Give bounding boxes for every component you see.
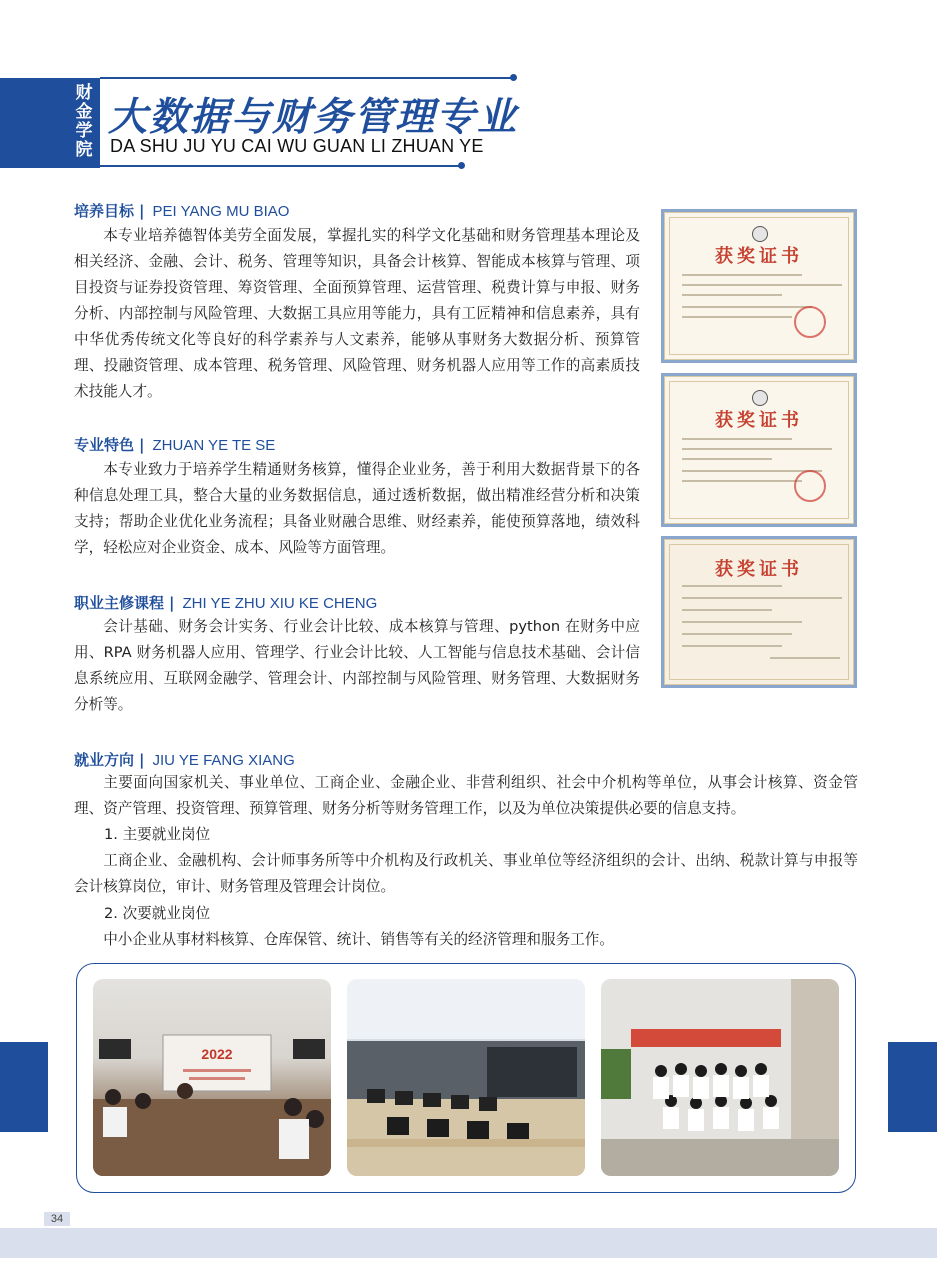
header-divider-dot-top — [510, 74, 517, 81]
section-heading-career — [74, 749, 295, 770]
footer-strip — [0, 1228, 937, 1258]
section-heading-pinyin: ZHI YE ZHU XIU KE CHENG — [182, 595, 378, 612]
feature-paragraph: 本专业致力于培养学生精通财务核算，懂得企业业务，善于利用大数据背景下的各种信息处理工具，整合大量的业务数据信息，通过透析数据，做出精准经营分析和决策支持；帮助企业优化业务流程；具备业财融合思维、财经素养，能使预算落地，绩效科学，轻松应对企业资金、成本、风险等方面管理。 — [74, 461, 640, 556]
heading-separator: | — [139, 751, 145, 769]
section-heading-goal — [74, 200, 289, 221]
emblem-icon — [752, 390, 768, 406]
section-heading-zh: 培养目标 — [74, 202, 135, 220]
section-heading-pinyin: JIU YE FANG XIANG — [152, 752, 295, 769]
computer-lab-photo — [347, 979, 585, 1176]
decor-band-right — [888, 1042, 937, 1132]
header-divider-bottom — [100, 165, 462, 167]
award-certificate-image — [661, 209, 857, 363]
secondary-jobs-label: 2. 次要就业岗位 — [104, 905, 211, 922]
page-title: 大数据与财务管理专业 — [108, 95, 519, 140]
group-photo — [601, 979, 839, 1176]
certificate-title: 获奖证书 — [715, 410, 803, 431]
heading-separator: | — [169, 594, 175, 612]
decor-band-left — [0, 1042, 48, 1132]
header-divider-top — [100, 77, 513, 79]
page-number: 34 — [44, 1212, 70, 1226]
primary-jobs-paragraph: 工商企业、金融机构、会计师事务所等中介机构及行政机关、事业单位等经济组织的会计、出纳、税款计算与申报等会计核算岗位，审计、财务管理及管理会计岗位。 — [74, 852, 858, 895]
award-certificate-image — [661, 536, 857, 688]
header-divider-dot-bottom — [458, 162, 465, 169]
heading-separator: | — [139, 436, 145, 454]
classroom-photo — [93, 979, 331, 1176]
section-heading-pinyin: ZHUAN YE TE SE — [152, 437, 276, 454]
seal-icon — [794, 470, 826, 502]
screen-year-text: 2022 — [201, 1046, 233, 1062]
section-heading-zh: 就业方向 — [74, 751, 135, 769]
section-heading-feature — [74, 434, 275, 455]
courses-paragraph: 会计基础、财务会计实务、行业会计比较、成本核算与管理、python 在财务中应用、RPA 财务机器人应用、管理学、行业会计比较、人工智能与信息技术基础、会计信息系统应用、互联网金融学、管理会计、内部控制与风险管理、财务管理、大数据财务分析等。 — [74, 618, 640, 713]
section-heading-courses — [74, 592, 377, 613]
certificate-title: 获奖证书 — [715, 246, 803, 267]
seal-icon — [794, 306, 826, 338]
section-heading-zh: 专业特色 — [74, 436, 135, 454]
college-name: 财金学院 — [75, 83, 93, 160]
certificate-title: 获奖证书 — [715, 559, 803, 580]
career-intro-paragraph: 主要面向国家机关、事业单位、工商企业、金融企业、非营利组织、社会中介机构等单位，从事会计核算、资金管理、资产管理、投资管理、预算管理、财务分析等财务管理工作，以及为单位决策提供必要的信息支持。 — [74, 774, 858, 817]
page-title-pinyin: DA SHU JU YU CAI WU GUAN LI ZHUAN YE — [110, 136, 484, 156]
goal-paragraph: 本专业培养德智体美劳全面发展，掌握扎实的科学文化基础和财务管理基本理论及相关经济、金融、会计、税务、管理等知识，具备会计核算、智能成本核算与管理、项目投资与证券投资管理、筹资管理、全面预算管理、运营管理、税费计算与申报、财务分析、内部控制与风险管理、大数据工具应用等能力，具有工匠精神和信息素养，具有中华优秀传统文化等良好的科学素养与人文素养，能够从事财务大数据分析、预算管理、投融资管理、成本管理、税务管理、风险管理、财务机器人应用等工作的高素质技术技能人才。 — [74, 227, 640, 400]
section-heading-zh: 职业主修课程 — [74, 594, 165, 612]
emblem-icon — [752, 226, 768, 242]
award-certificate-image — [661, 373, 857, 527]
secondary-jobs-paragraph: 中小企业从事材料核算、仓库保管、统计、销售等有关的经济管理和服务工作。 — [103, 931, 614, 948]
section-heading-pinyin: PEI YANG MU BIAO — [152, 203, 290, 220]
heading-separator: | — [139, 202, 145, 220]
primary-jobs-label: 1. 主要就业岗位 — [104, 826, 211, 843]
